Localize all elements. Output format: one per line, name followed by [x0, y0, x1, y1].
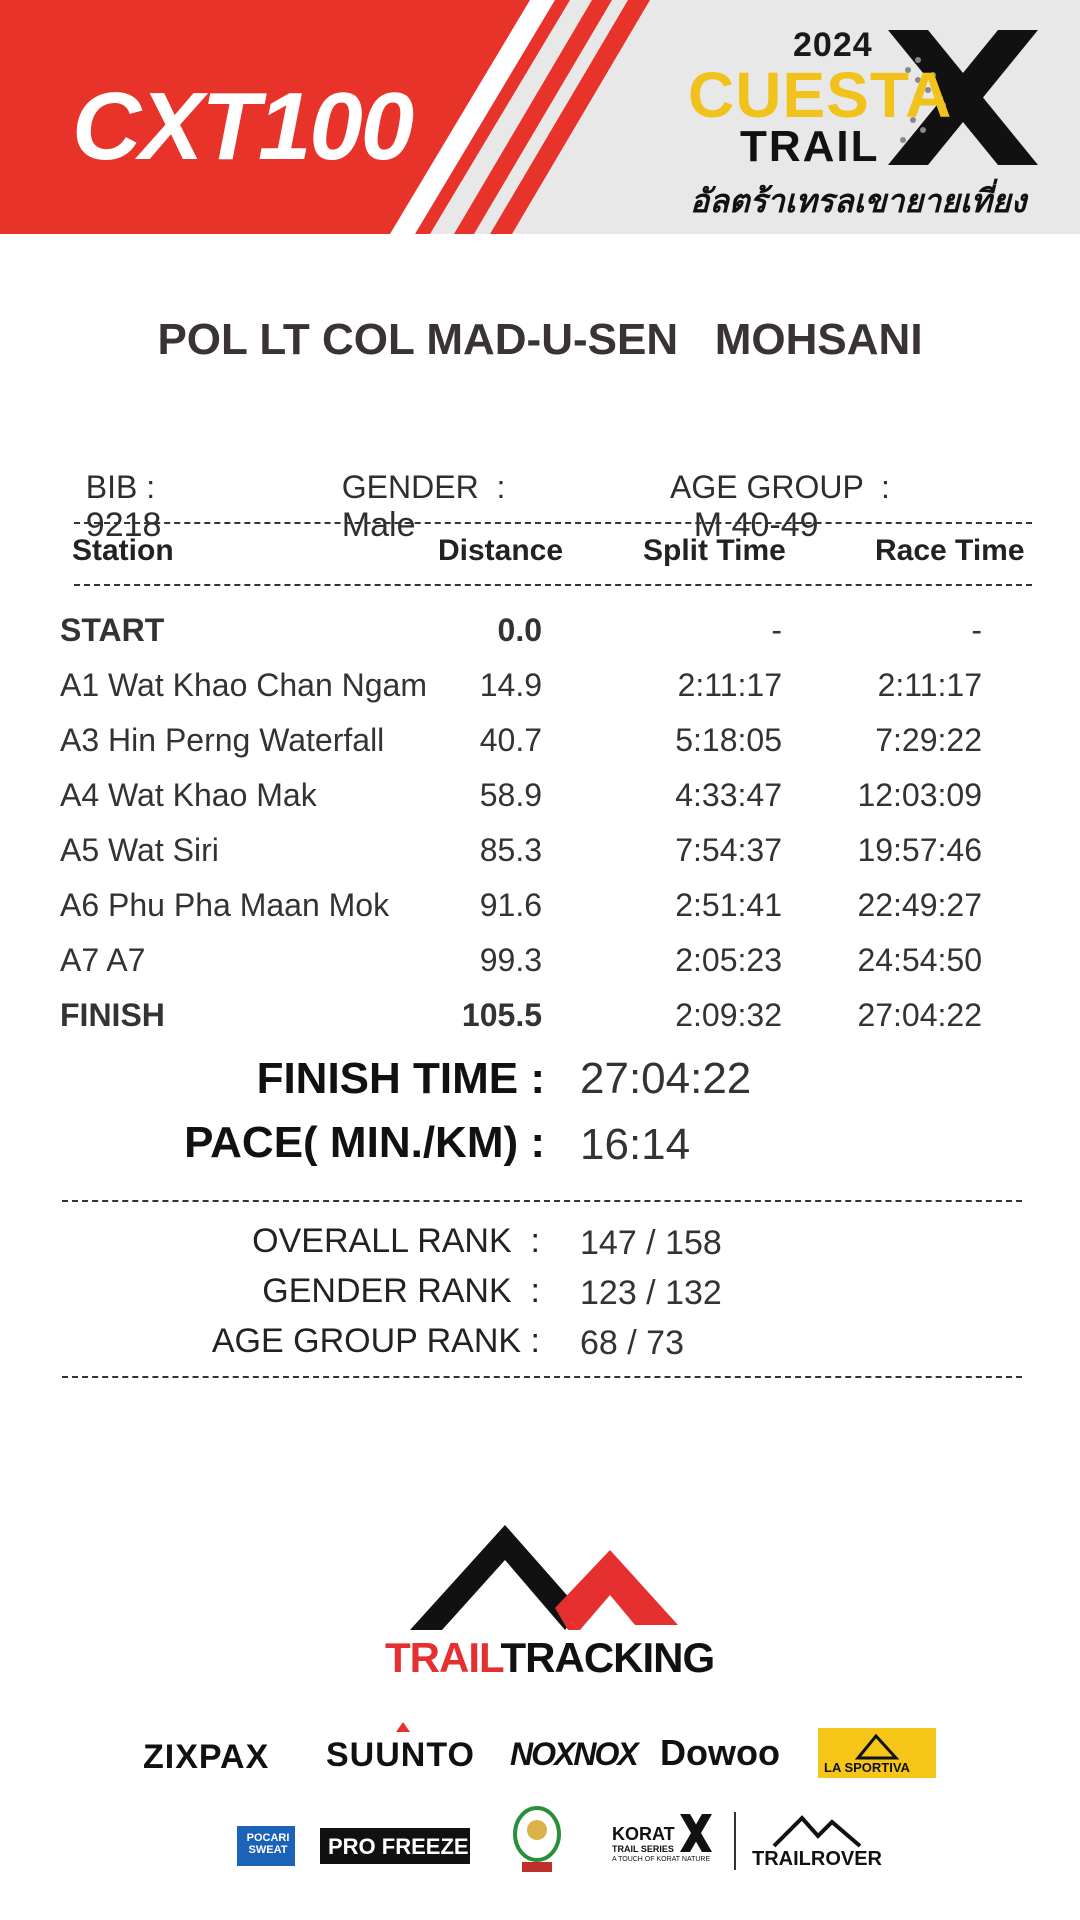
trailtracking-red: TRAIL	[385, 1634, 501, 1681]
trailtracking-mountain-icon	[380, 1520, 700, 1640]
race-time-cell: 22:49:27	[857, 887, 982, 923]
runner-name: POL LT COL MAD-U-SEN MOHSANI	[157, 315, 923, 364]
header-distance: Distance	[438, 534, 564, 567]
sponsor-profreeze-logo: PRO FREEZE	[328, 1834, 469, 1859]
finish-time-label: FINISH TIME :	[256, 1054, 545, 1103]
age-group-info	[654, 432, 890, 545]
sponsor-trailrover-logo: TRAILROVER	[752, 1848, 882, 1870]
korat-trail-series-logo	[612, 1814, 722, 1870]
distance-cell: 91.6	[479, 887, 542, 923]
table-row	[0, 777, 1080, 827]
distance-cell: 105.5	[461, 997, 542, 1033]
header-banner	[0, 0, 1080, 234]
age-group-rank-value: 68 / 73	[580, 1324, 684, 1362]
bib-label: BIB :	[85, 469, 156, 505]
race-time-cell: 7:29:22	[875, 722, 982, 758]
table-row	[0, 722, 1080, 772]
distance-cell: 58.9	[479, 777, 542, 813]
table-row	[0, 832, 1080, 882]
sponsor-lasportiva-box	[818, 1728, 936, 1778]
gender-label: GENDER :	[341, 469, 506, 505]
pace-label: PACE( MIN./KM) :	[184, 1118, 545, 1167]
bib-info	[68, 432, 161, 545]
race-time-cell: -	[971, 612, 982, 648]
race-time-cell: 12:03:09	[857, 777, 982, 813]
cuesta-year: 2024	[793, 26, 873, 64]
race-time-cell: 2:11:17	[877, 667, 982, 703]
sponsor-pocari-box	[235, 1824, 297, 1868]
finish-time-value: 27:04:22	[580, 1054, 752, 1103]
divider	[62, 1200, 1022, 1202]
trailrover-mountain-icon	[772, 1812, 862, 1848]
sponsor-dowoo-logo: Dowoo	[660, 1732, 780, 1773]
table-row	[0, 667, 1080, 717]
overall-rank-label: OVERALL RANK :	[252, 1222, 540, 1260]
split-time-cell: 4:33:47	[675, 777, 782, 813]
table-row	[0, 887, 1080, 937]
gender-value: Male	[341, 506, 416, 544]
trailtracking-black: TRACKING	[500, 1634, 715, 1681]
header-split-time: Split Time	[643, 534, 786, 567]
trailtracking-logo-text	[385, 1634, 714, 1682]
korat-tagline: A TOUCH OF KORAT NATURE	[612, 1856, 711, 1863]
header-race-time: Race Time	[875, 534, 1025, 567]
station-cell: A6 Phu Pha Maan Mok	[60, 887, 390, 923]
suunto-arrow-icon	[396, 1722, 410, 1732]
distance-cell: 14.9	[479, 667, 542, 703]
cxt100-logo: CXT100	[72, 73, 413, 180]
korat-x-icon	[680, 1814, 712, 1852]
station-cell: A4 Wat Khao Mak	[60, 777, 317, 813]
government-emblem-icon	[508, 1802, 566, 1874]
sponsor-zixpax-logo: ZIXPAX	[143, 1738, 270, 1776]
gender-rank-label: GENDER RANK :	[262, 1272, 540, 1310]
station-cell: FINISH	[60, 997, 165, 1033]
divider	[74, 584, 1032, 586]
sponsor-noxnox-logo: NOXNOX	[510, 1736, 637, 1772]
station-cell: START	[60, 612, 165, 648]
sponsor-lasportiva-logo: LA SPORTIVA	[824, 1760, 910, 1775]
station-cell: A1 Wat Khao Chan Ngam	[60, 667, 427, 703]
gender-rank-value: 123 / 132	[580, 1274, 722, 1312]
split-time-cell: 2:11:17	[677, 667, 782, 703]
sponsor-divider	[734, 1812, 736, 1870]
station-cell: A5 Wat Siri	[60, 832, 219, 868]
race-time-cell: 27:04:22	[857, 997, 982, 1033]
distance-cell: 40.7	[479, 722, 542, 758]
pace-value: 16:14	[580, 1120, 691, 1169]
race-time-cell: 24:54:50	[857, 942, 982, 978]
race-time-cell: 19:57:46	[857, 832, 982, 868]
age-group-label: AGE GROUP :	[670, 469, 890, 505]
sponsor-suunto-logo: SUUNTO	[326, 1736, 475, 1774]
sponsor-pocari-logo: POCARI SWEAT	[246, 1832, 290, 1856]
station-cell: A3 Hin Perng Waterfall	[60, 722, 385, 758]
distance-cell: 0.0	[497, 612, 542, 648]
station-cell: A7 A7	[60, 942, 146, 978]
divider	[62, 1376, 1022, 1378]
distance-cell: 99.3	[479, 942, 542, 978]
sponsor-profreeze-box	[320, 1828, 470, 1864]
table-row	[0, 942, 1080, 992]
korat-trail-series-text: TRAIL SERIES	[612, 1844, 674, 1854]
cuesta-thai-subtitle: อัลตร้าเทรลเขายายเที่ยง	[690, 183, 1027, 219]
age-group-value: M 40-49	[693, 506, 819, 544]
split-time-cell: 5:18:05	[675, 722, 782, 758]
split-time-cell: -	[771, 612, 782, 648]
table-row	[0, 997, 1080, 1047]
split-time-cell: 7:54:37	[675, 832, 782, 868]
cuesta-word: CUESTA	[688, 59, 953, 131]
bib-value: 9218	[85, 506, 162, 544]
split-time-cell: 2:05:23	[675, 942, 782, 978]
table-row	[0, 612, 1080, 662]
distance-cell: 85.3	[479, 832, 542, 868]
age-group-rank-label: AGE GROUP RANK :	[211, 1322, 540, 1360]
header-station: Station	[72, 534, 174, 567]
split-time-cell: 2:09:32	[675, 997, 782, 1033]
divider	[74, 522, 1032, 524]
split-time-cell: 2:51:41	[675, 887, 782, 923]
gender-info	[324, 432, 505, 545]
cuesta-trail: TRAIL	[740, 122, 880, 171]
overall-rank-value: 147 / 158	[580, 1224, 722, 1262]
korat-text: KORAT	[612, 1824, 675, 1844]
